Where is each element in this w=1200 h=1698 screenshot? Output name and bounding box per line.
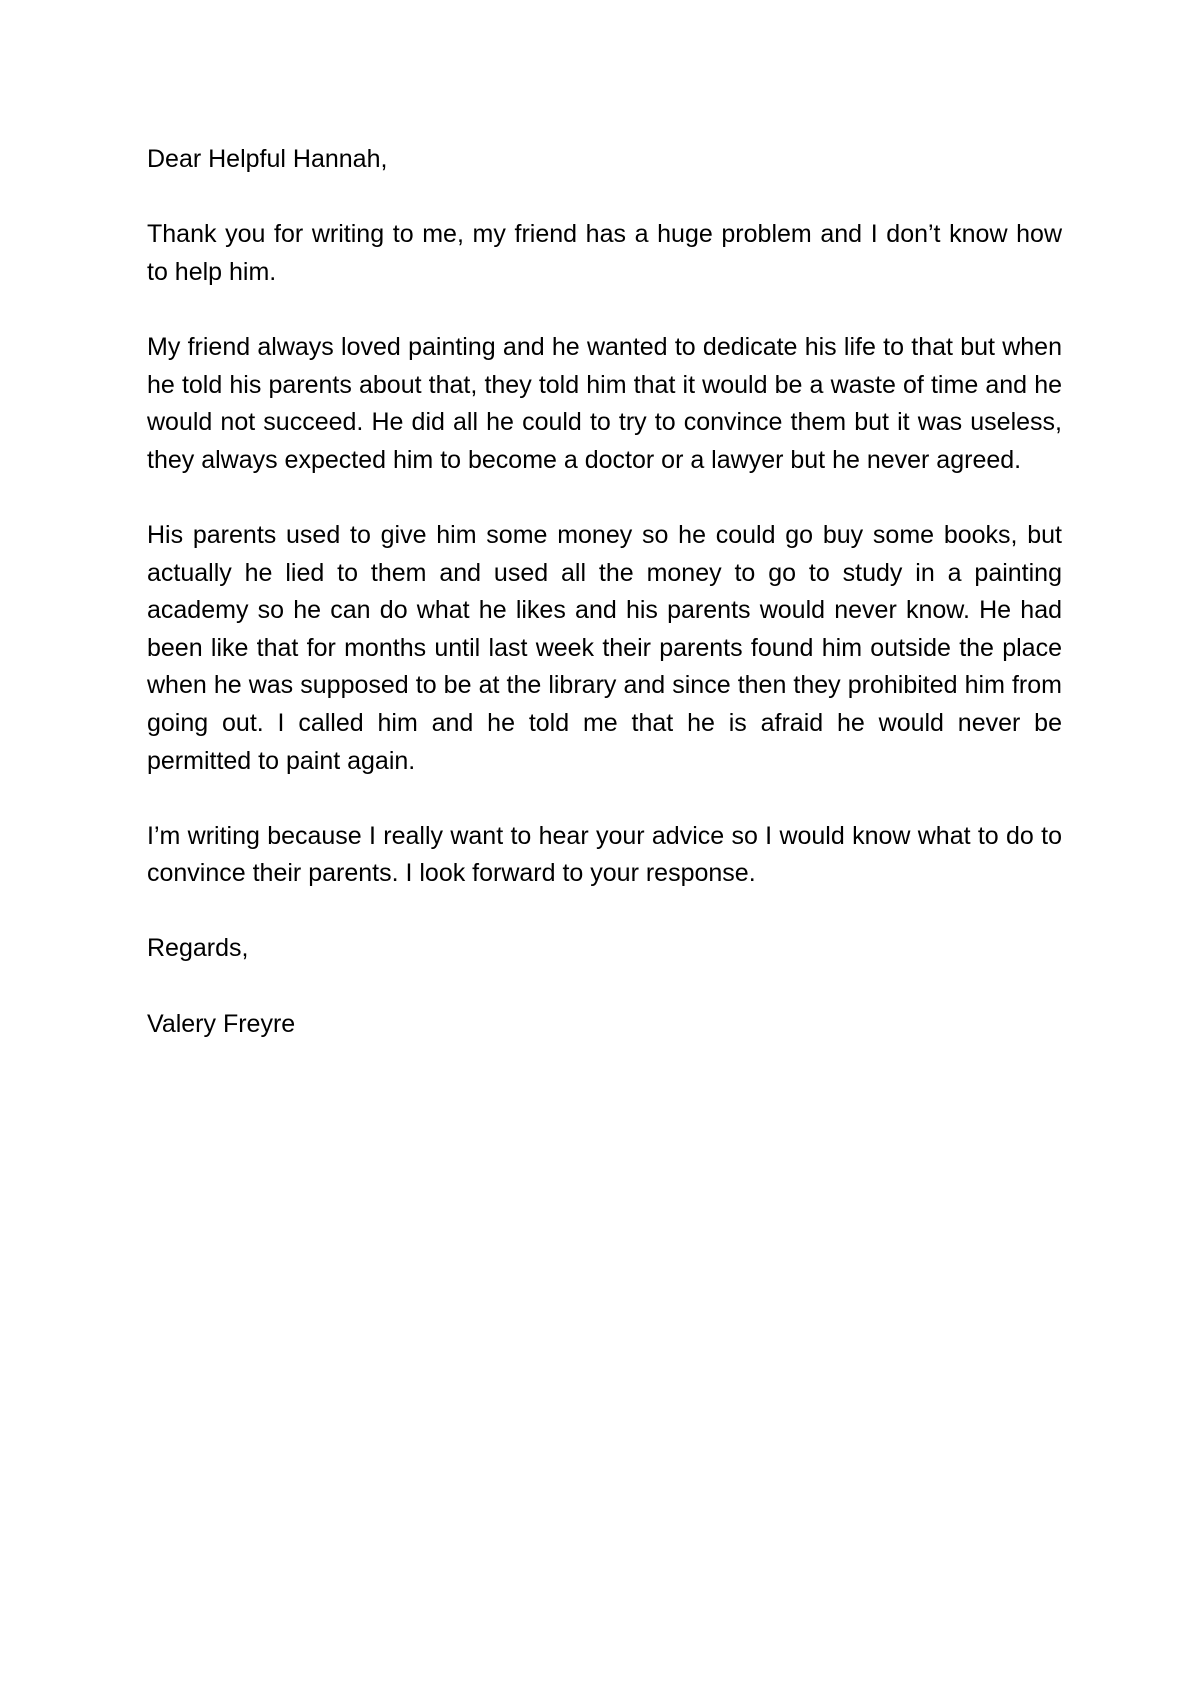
paragraph-request: I’m writing because I really want to hear your advice so I would know what to do to convince their parents. I look forward to your response.: [147, 821, 1062, 888]
paragraph-intro: Thank you for writing to me, my friend has a huge problem and I don’t know how to help him.: [147, 220, 1062, 286]
paragraph-incident: His parents used to give him some money so he could go buy some books, but actually he lied to them and used all the money to go to study in a painting academy so he can do what he likes and his parents would never know. He had been like that for months until last week their parents found him outside the place when he was supposed to be at the library and since then they prohibited him from going out. I called him and he told me that he is afraid he would never be permitted to paint again.: [147, 520, 1062, 775]
paragraph-background: My friend always loved painting and he wanted to dedicate his life to that but when he told his parents about that, they told him that it would be a waste of time and he would not succeed. He did all he could to try to convince them but it was useless, they always expected him to become a doctor or a lawyer but he never agreed.: [147, 332, 1062, 474]
letter-body: [147, 141, 1062, 1081]
signature: Valery Freyre: [147, 1009, 296, 1038]
salutation: Dear Helpful Hannah,: [147, 145, 388, 173]
closing: Regards,: [147, 934, 249, 963]
